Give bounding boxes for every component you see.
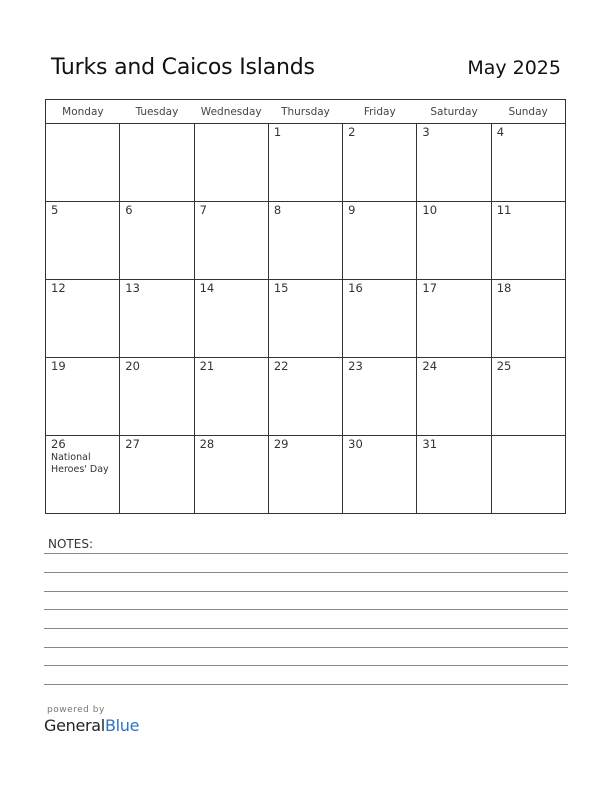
day-cell — [194, 358, 268, 436]
weekday-header-wednesday: Wednesday — [194, 100, 268, 124]
day-number: 17 — [422, 281, 438, 295]
day-cell — [120, 124, 194, 202]
day-number: 5 — [51, 203, 59, 217]
week-row — [46, 436, 566, 514]
weekday-header-thursday: Thursday — [268, 100, 342, 124]
day-cell — [194, 436, 268, 514]
day-cell — [491, 202, 565, 280]
brand-blue-text: Blue — [104, 716, 140, 735]
day-cell — [417, 436, 491, 514]
day-number: 14 — [199, 281, 215, 295]
weekday-header-row — [46, 100, 566, 124]
day-number: 1 — [273, 125, 282, 139]
day-number: 10 — [422, 203, 438, 217]
day-cell — [46, 202, 120, 280]
day-number: 25 — [496, 359, 512, 373]
day-cell — [268, 124, 342, 202]
day-cell — [120, 202, 194, 280]
day-number: 22 — [273, 359, 289, 373]
notes-line — [44, 628, 568, 629]
notes-line — [44, 553, 568, 554]
month-year-label: May 2025 — [467, 57, 561, 79]
notes-line — [44, 591, 568, 592]
day-number: 9 — [348, 203, 356, 217]
month-calendar-grid — [45, 99, 566, 514]
day-cell — [194, 202, 268, 280]
day-cell — [268, 202, 342, 280]
day-cell — [343, 358, 417, 436]
day-cell — [343, 202, 417, 280]
generalblue-logo — [44, 716, 139, 735]
day-number: 6 — [125, 203, 133, 217]
day-number: 16 — [348, 281, 363, 295]
powered-by-label: powered by — [47, 705, 105, 715]
day-number: 4 — [496, 125, 505, 139]
week-row — [46, 358, 566, 436]
day-number: 19 — [51, 359, 66, 373]
week-row — [46, 280, 566, 358]
day-cell — [343, 124, 417, 202]
day-number: 13 — [125, 281, 140, 295]
day-number: 7 — [199, 203, 207, 217]
day-number: 20 — [125, 359, 140, 373]
day-number: 28 — [199, 437, 215, 451]
day-cell — [120, 436, 194, 514]
notes-line — [44, 647, 568, 648]
day-cell — [268, 358, 342, 436]
weekday-header-tuesday: Tuesday — [120, 100, 194, 124]
day-number: 3 — [422, 125, 430, 139]
day-cell — [417, 124, 491, 202]
notes-line — [44, 609, 568, 610]
day-cell — [120, 280, 194, 358]
day-number: 31 — [422, 437, 438, 451]
day-number: 8 — [273, 203, 282, 217]
week-row — [46, 202, 566, 280]
day-cell — [491, 280, 565, 358]
calendar-title: Turks and Caicos Islands — [51, 55, 315, 80]
weekday-header-saturday: Saturday — [417, 100, 491, 124]
day-cell — [46, 280, 120, 358]
day-cell — [491, 358, 565, 436]
notes-line — [44, 684, 568, 685]
notes-line — [44, 572, 568, 573]
day-cell — [268, 436, 342, 514]
day-number: 26 — [51, 437, 66, 451]
day-cell — [194, 124, 268, 202]
day-number: 29 — [273, 437, 289, 451]
day-cell — [491, 436, 565, 514]
day-number: 12 — [51, 281, 66, 295]
day-cell — [417, 202, 491, 280]
day-number: 15 — [273, 281, 289, 295]
day-number: 11 — [496, 203, 512, 217]
week-row — [46, 124, 566, 202]
day-cell — [194, 280, 268, 358]
day-cell — [268, 280, 342, 358]
day-cell — [343, 436, 417, 514]
weekday-header-friday: Friday — [343, 100, 417, 124]
weekday-header-monday: Monday — [46, 100, 120, 124]
notes-label: NOTES: — [48, 537, 93, 551]
day-cell — [46, 124, 120, 202]
day-number: 2 — [348, 125, 356, 139]
weekday-header-sunday: Sunday — [491, 100, 565, 124]
day-cell — [417, 280, 491, 358]
day-cell — [343, 280, 417, 358]
day-number: 27 — [125, 437, 140, 451]
day-cell — [120, 358, 194, 436]
day-cell — [491, 124, 565, 202]
day-number: 18 — [496, 281, 512, 295]
day-number: 30 — [348, 437, 363, 451]
day-number: 23 — [348, 359, 363, 373]
day-cell — [46, 358, 120, 436]
day-cell — [46, 436, 120, 514]
holiday-label: National Heroes' Day — [51, 452, 109, 475]
brand-general-text: General — [44, 716, 105, 735]
notes-line — [44, 665, 568, 666]
day-cell — [417, 358, 491, 436]
day-number: 24 — [422, 359, 438, 373]
day-number: 21 — [199, 359, 215, 373]
